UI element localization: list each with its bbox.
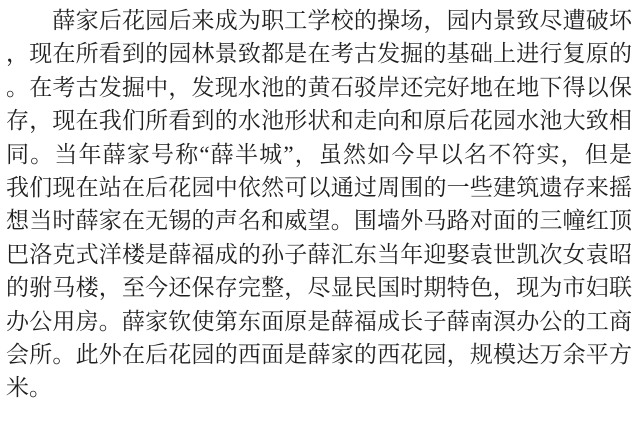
text-line: 办公用房。薛家钦使第东面原是薛福成长子薛南溟办公的工商 bbox=[6, 308, 632, 334]
paragraph bbox=[6, 4, 632, 405]
text-line: 想当时薛家在无锡的声名和威望。围墙外马路对面的三幢红顶 bbox=[6, 208, 632, 234]
text-line: 薛家后花园后来成为职工学校的操场，园内景致尽遭破坏 bbox=[6, 8, 632, 33]
text-line: 我们现在站在后花园中依然可以通过周围的一些建筑遗存来摇 bbox=[6, 174, 632, 200]
text-line: 米。 bbox=[6, 375, 52, 401]
text-line: 同。当年薛家号称“薛半城”，虽然如今早以名不符实，但是 bbox=[6, 141, 632, 167]
text-line: 巴洛克式洋楼是薛福成的孙子薛汇东当年迎娶袁世凯次女袁昭 bbox=[6, 241, 632, 267]
text-line: ，现在所看到的园林景致都是在考古发掘的基础上进行复原的 bbox=[6, 41, 632, 67]
text-line: 的驸马楼，至今还保存完整，尽显民国时期特色，现为市妇联 bbox=[6, 275, 632, 301]
text-line: 。在考古发掘中，发现水池的黄石驳岸还完好地在地下得以保 bbox=[6, 74, 632, 100]
text-line: 会所。此外在后花园的西面是薛家的西花园，规模达万余平方 bbox=[6, 341, 632, 367]
text-line: 存，现在我们所看到的水池形状和走向和原后花园水池大致相 bbox=[6, 108, 632, 134]
